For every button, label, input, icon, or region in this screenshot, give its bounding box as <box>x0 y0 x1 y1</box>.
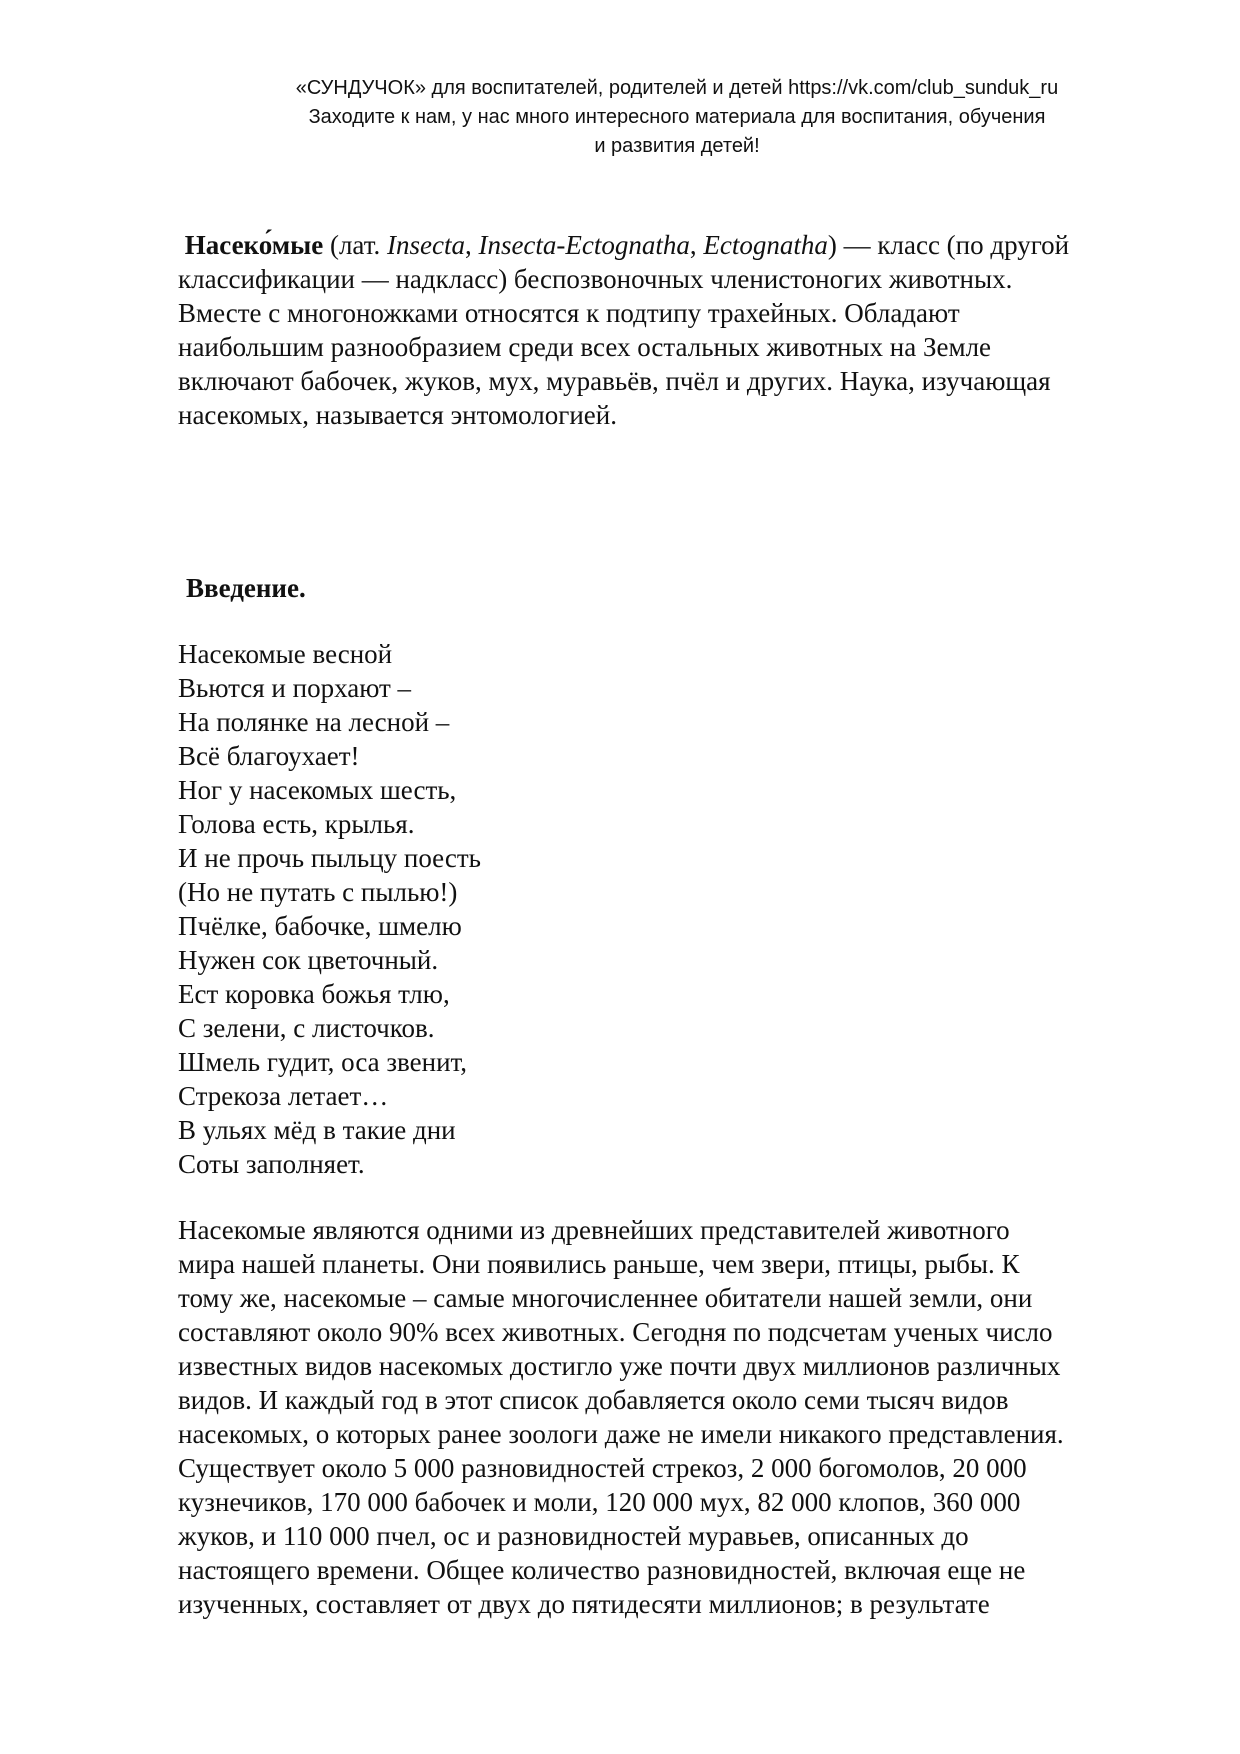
text-line: изученных, составляет от двух до пятидесяти миллионов; в результате <box>178 1589 990 1619</box>
poem-line: На полянке на лесной – <box>178 707 450 737</box>
latin-name: Insecta-Ectognatha <box>478 230 690 260</box>
text-line: тому же, насекомые – самые многочисленнее обитатели нашей земли, они <box>178 1283 1033 1313</box>
poem-line: (Но не путать с пылью!) <box>178 877 458 907</box>
text-line: насекомых, называется энтомологией. <box>178 400 617 430</box>
poem <box>178 637 481 1181</box>
poem-line: В ульях мёд в такие дни <box>178 1115 456 1145</box>
poem-line: Стрекоза летает… <box>178 1081 389 1111</box>
poem-line: Ног у насекомых шесть, <box>178 775 457 805</box>
header-line: Заходите к нам, у нас много интересного материала для воспитания, обучения <box>308 106 1046 128</box>
text-line: Вместе с многоножками относятся к подтипу трахейных. Обладают <box>178 298 960 328</box>
text-line: видов. И каждый год в этот список добавляется около семи тысяч видов <box>178 1385 1009 1415</box>
text: , <box>464 230 479 260</box>
poem-line: Всё благоухает! <box>178 741 360 771</box>
definition-first-line <box>178 228 1069 262</box>
text-line: известных видов насекомых достигло уже почти двух миллионов различных <box>178 1351 1061 1381</box>
latin-name: Ectognatha <box>703 230 828 260</box>
section-heading: Введение. <box>186 573 306 603</box>
poem-line: Насекомые весной <box>178 639 393 669</box>
poem-line: Вьются и порхают – <box>178 673 412 703</box>
text-line: насекомых, о которых ранее зоологи даже не имели никакого представления. <box>178 1419 1064 1449</box>
text-line: настоящего времени. Общее количество разновидностей, включая еще не <box>178 1555 1026 1585</box>
poem-line: С зелени, с листочков. <box>178 1013 435 1043</box>
text-line: мира нашей планеты. Они появились раньше, чем звери, птицы, рыбы. К <box>178 1249 1020 1279</box>
page-header <box>0 74 1240 161</box>
text: ) — класс (по другой <box>827 230 1070 260</box>
text-line: классификации — надкласс) беспозвоночных членистоногих животных. <box>178 264 1013 294</box>
text-line: кузнечиков, 170 000 бабочек и моли, 120 000 мух, 82 000 клопов, 360 000 <box>178 1487 1021 1517</box>
text-line: жуков, и 110 000 пчел, ос и разновидностей муравьев, описанных до <box>178 1521 969 1551</box>
text: , <box>689 230 704 260</box>
header-line: «СУНДУЧОК» для воспитателей, родителей и детей https://vk.com/club_sunduk_ru <box>295 77 1059 99</box>
poem-line: Нужен сок цветочный. <box>178 945 439 975</box>
poem-line: Соты заполняет. <box>178 1149 365 1179</box>
text-line: включают бабочек, жуков, мух, муравьёв, пчёл и других. Наука, изучающая <box>178 366 1051 396</box>
term: Насеко́мые <box>184 230 324 260</box>
header-line: и развития детей! <box>594 135 760 157</box>
body-paragraph <box>178 1213 1064 1621</box>
text-line: составляют около 90% всех животных. Сегодня по подсчетам ученых число <box>178 1317 1053 1347</box>
text-line: Существует около 5 000 разновидностей стрекоз, 2 000 богомолов, 20 000 <box>178 1453 1027 1483</box>
poem-line: Ест коровка божья тлю, <box>178 979 450 1009</box>
poem-line: Пчёлке, бабочке, шмелю <box>178 911 462 941</box>
text-line: Насекомые являются одними из древнейших представителей животного <box>178 1215 1010 1245</box>
text: (лат. <box>323 230 387 260</box>
poem-line: Шмель гудит, оса звенит, <box>178 1047 468 1077</box>
latin-name: Insecta <box>386 230 465 260</box>
text-line: наибольшим разнообразием среди всех остальных животных на Земле <box>178 332 992 362</box>
poem-line: Голова есть, крылья. <box>178 809 415 839</box>
definition-paragraph <box>178 228 1069 432</box>
poem-line: И не прочь пыльцу поесть <box>178 843 481 873</box>
